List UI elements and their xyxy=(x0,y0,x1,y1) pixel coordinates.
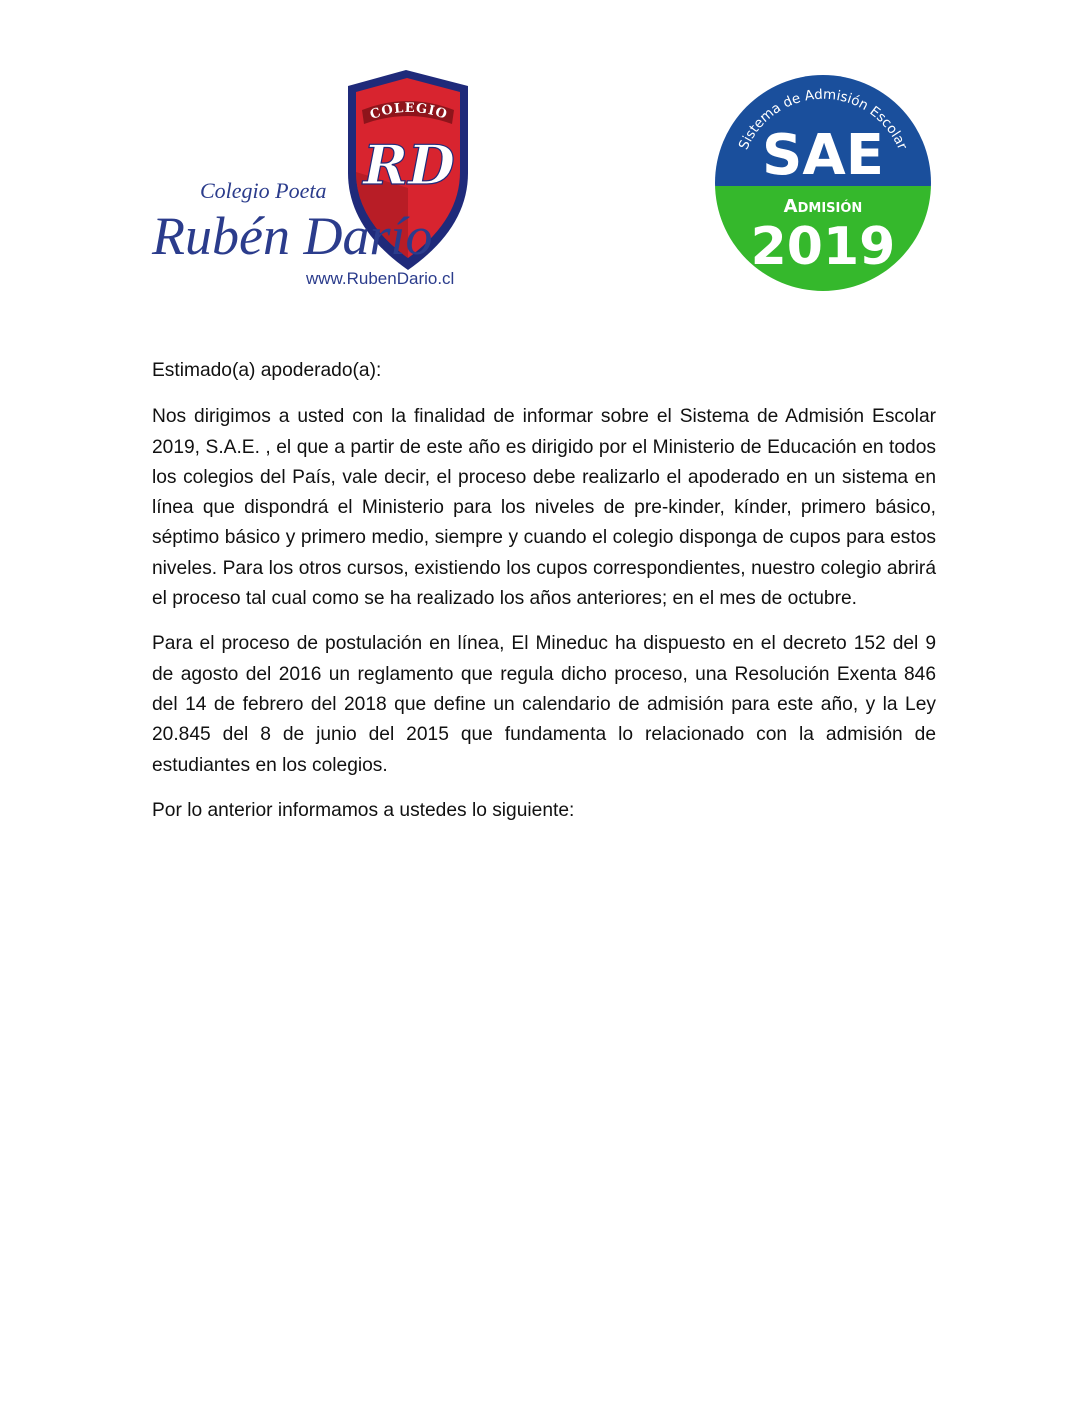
sae-year: 2019 xyxy=(750,217,896,277)
sae-arc-text: Sistema de Admisión Escolar xyxy=(735,86,911,153)
school-name-line2: Rubén Darío xyxy=(152,206,433,266)
letter-salutation: Estimado(a) apoderado(a): xyxy=(152,360,382,381)
letter-paragraph-1: Nos dirigimos a usted con la finalidad de informar sobre el Sistema de Admisión Escolar 2019, S.A.E. , el que a partir de este año es dirigido por el Ministerio de Educación en todos los colegios del País, vale decir, el proceso debe realizarlo el apoderado en un sistema en línea que dispondrá el Ministerio para los niveles de pre-kinder, kínder, primero básico, séptimo básico y primero medio, siempre y cuando el colegio disponga de cupos para estos niveles. Para los otros cursos, existiendo los cupos correspondientes, nuestro colegio abrirá el proceso tal cual como se ha realizado los años anteriores; en el mes de octubre. xyxy=(152,406,936,610)
school-shield-colegio-text: COLEGIO xyxy=(368,100,450,123)
school-website: www.RubenDario.cl xyxy=(306,269,455,288)
school-shield-monogram: RD xyxy=(363,133,455,197)
letter-paragraph-2: Para el proceso de postulación en línea, El Mineduc ha dispuesto en el decreto 152 del 9 de agosto del 2016 un reglamento que regula dicho proceso, una Resolución Exenta 846 del 14 de febrero del 2018 que define un calendario de admisión para este año, y la Ley 20.845 del 8 de junio del 2015 que fundamenta lo relacionado con la admisión de estudiantes en los colegios. xyxy=(152,633,936,776)
sae-logo xyxy=(712,72,934,294)
sae-admision-label: Admisión xyxy=(783,196,863,217)
school-name-line1: Colegio Poeta xyxy=(200,178,327,203)
school-logo xyxy=(150,68,480,293)
sae-acronym: SAE xyxy=(762,123,884,188)
letter-body xyxy=(152,356,936,841)
letter-closing: Por lo anterior informamos a ustedes lo siguiente: xyxy=(152,799,575,821)
